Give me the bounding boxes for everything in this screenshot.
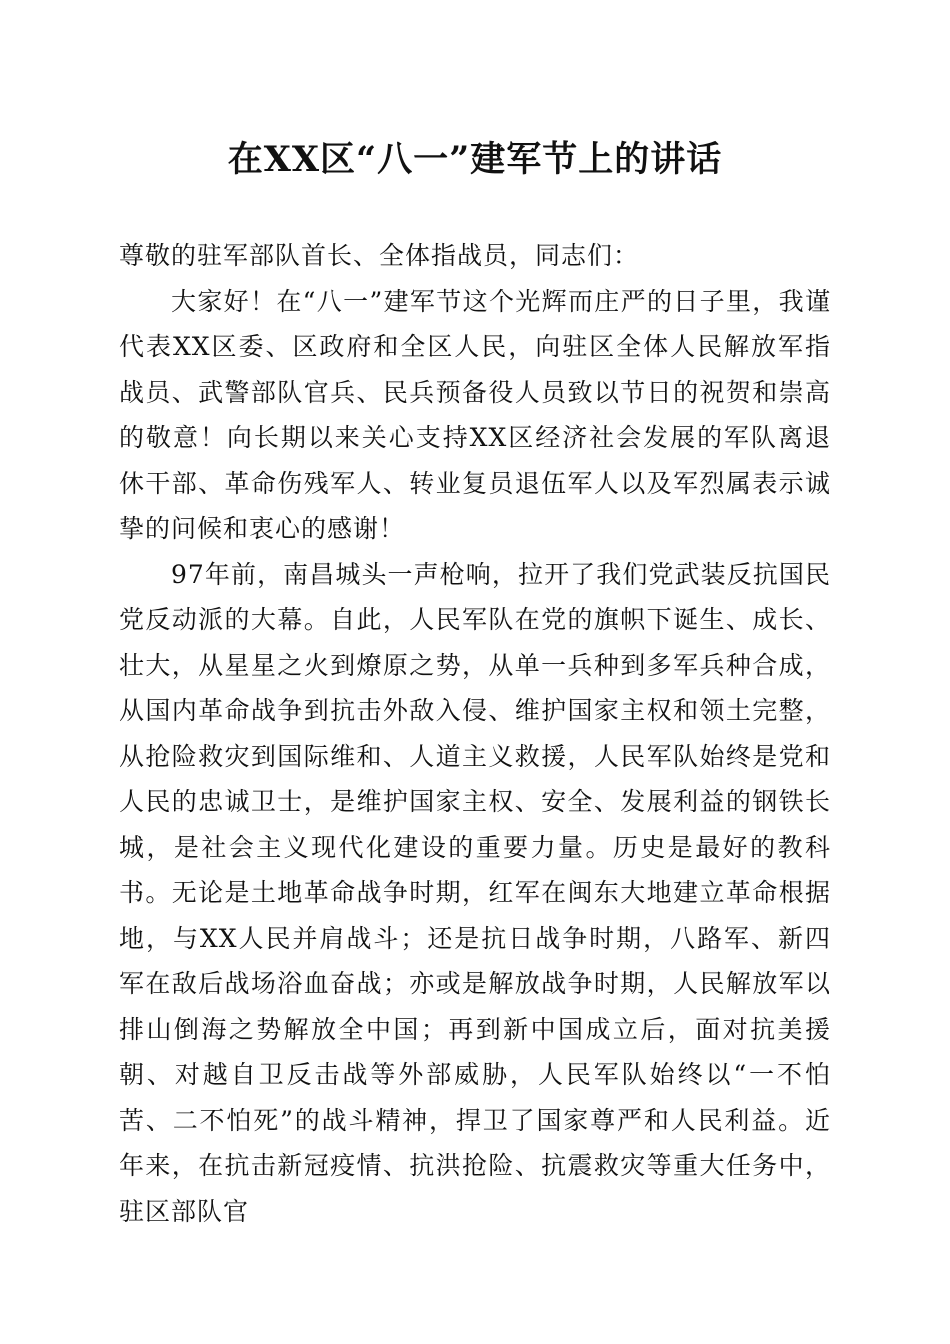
paragraph-greeting: 大家好！在“八一”建军节这个光辉而庄严的日子里，我谨代表XX区委、区政府和全区人民，向驻区全体人民解放军指战员、武警部队官兵、民兵预备役人员致以节日的祝贺和崇高的敬意！向长期以来关心支持XX区经济社会发展的军队离退休干部、革命伤残军人、转业复员退伍军人以及军烈属表示诚挚的问候和衷心的感谢！: [119, 286, 831, 543]
paragraph-history: 97年前，南昌城头一声枪响，拉开了我们党武装反抗国民党反动派的大幕。自此，人民军队在党的旗帜下诞生、成长、壮大，从星星之火到燎原之势，从单一兵种到多军兵种合成，从国内革命战争到抗击外敌入侵、维护国家主权和领土完整，从抢险救灾到国际维和、人道主义救援，人民军队始终是党和人民的忠诚卫士，是维护国家主权、安全、发展利益的钢铁长城，是社会主义现代化建设的重要力量。历史是最好的教科书。无论是土地革命战争时期，红军在闽东大地建立革命根据地，与XX人民并肩战斗；还是抗日战争时期，八路军、新四军在敌后战场浴血奋战；亦或是解放战争时期，人民解放军以排山倒海之势解放全中国；再到新中国成立后，面对抗美援朝、对越自卫反击战等外部威胁，人民军队始终以“一不怕苦、二不怕死”的战斗精神，捍卫了国家尊严和人民利益。近年来，在抗击新冠疫情、抗洪抢险、抗震救灾等重大任务中，驻区部队官: [119, 559, 831, 1226]
salutation: 尊敬的驻军部队首长、全体指战员，同志们：: [119, 241, 640, 270]
document-title: 在XX区“八一”建军节上的讲话: [227, 139, 723, 180]
document-body: [119, 233, 831, 1234]
